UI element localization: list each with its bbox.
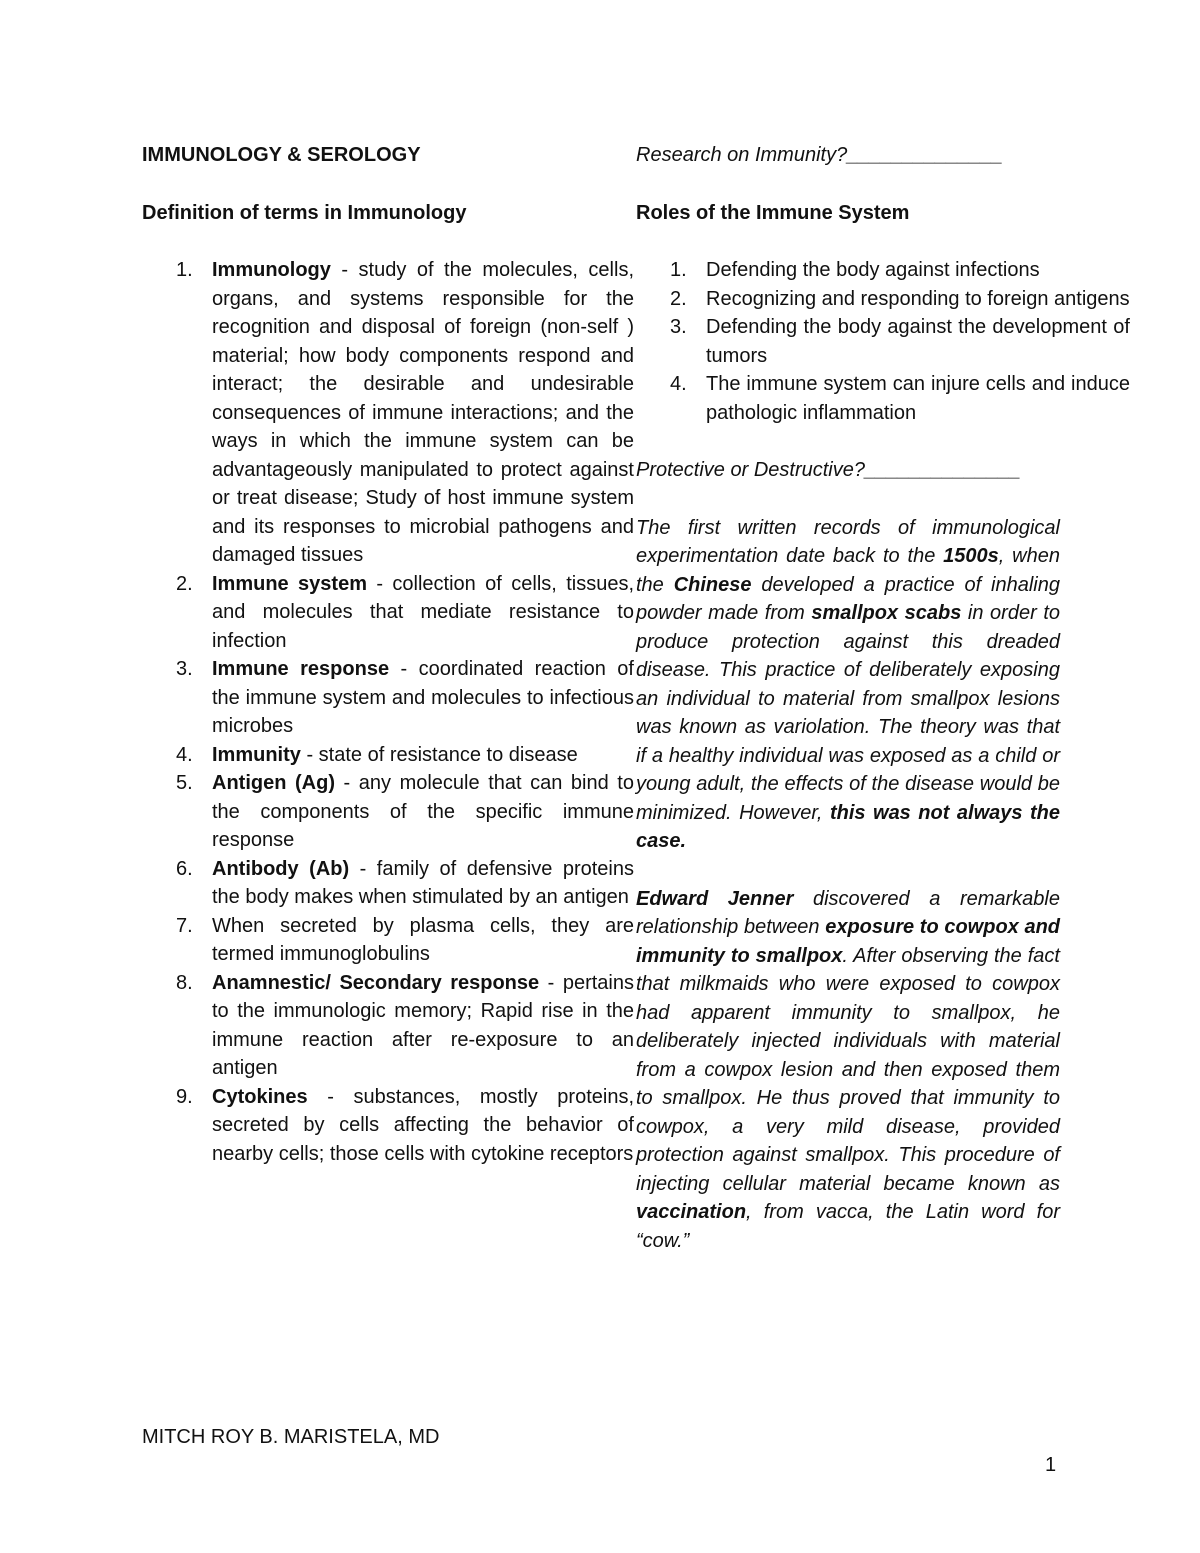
list-item xyxy=(142,769,634,855)
emphasis: 1500s xyxy=(943,545,999,567)
list-item xyxy=(142,741,634,770)
jenner-paragraph xyxy=(636,885,1060,1256)
item-number: 1. xyxy=(670,259,687,281)
role-text: Defending the body against the development of tumors xyxy=(706,316,1130,367)
list-item xyxy=(142,655,634,741)
term: Antigen (Ag) xyxy=(212,772,335,794)
research-question: Research on Immunity?______________ xyxy=(636,144,1003,166)
page-number: 1 xyxy=(1045,1454,1057,1476)
text-run: , from vacca, the Latin word for “cow.” xyxy=(636,1201,1060,1252)
term: Immune response xyxy=(212,658,390,680)
item-number: 7. xyxy=(176,914,193,937)
definition: - pertains to the immunologic memory; Rapid rise in the immune reaction after re-exposure to an antigen xyxy=(212,971,634,1079)
definitions-list xyxy=(176,256,634,1168)
term: Anamnestic/ Secondary response xyxy=(212,971,540,994)
emphasis: exposure to cowpox and immunity to smallpox xyxy=(636,916,1061,967)
term: Immunity xyxy=(212,743,301,766)
list-item xyxy=(636,285,1130,314)
list-item xyxy=(142,256,634,570)
definition: - family of defensive proteins the body makes when stimulated by an antigen xyxy=(212,857,634,908)
list-item xyxy=(636,256,1130,285)
history-paragraph xyxy=(636,514,1060,856)
roles-heading: Roles of the Immune System xyxy=(636,201,910,224)
role-text: Defending the body against infections xyxy=(706,259,1040,281)
document-title: IMMUNOLOGY & SEROLOGY xyxy=(142,144,421,166)
emphasis: Edward Jenner xyxy=(636,887,794,910)
item-number: 4. xyxy=(670,373,687,395)
definition: - any molecule that can bind to the components of the specific immune response xyxy=(212,772,634,851)
definition: - state of resistance to disease xyxy=(300,743,578,766)
roles-list xyxy=(670,256,1130,427)
list-item xyxy=(636,313,1130,370)
protective-question: Protective or Destructive?______________ xyxy=(636,459,1021,481)
item-number: 1. xyxy=(176,259,193,281)
definitions-heading: Definition of terms in Immunology xyxy=(142,201,467,224)
item-number: 8. xyxy=(176,971,193,994)
text-run: developed a practice of inhaling powder made from xyxy=(636,573,1060,624)
item-number: 2. xyxy=(670,287,687,310)
item-number: 9. xyxy=(176,1085,193,1108)
text-run: , when the xyxy=(636,545,1060,596)
term: Antibody (Ab) xyxy=(212,857,350,880)
footer-author: MITCH ROY B. MARISTELA, MD xyxy=(142,1426,440,1448)
text-run: in order to produce protection against this dreaded disease. This practice of deliberately exposing an individual to material from smallpox lesions was known as variolation. The theory was that if a healthy individual was exposed as a child or young adult, the effects of the disease would be minimized. However, xyxy=(636,602,1061,824)
list-item xyxy=(142,969,634,1083)
item-number: 3. xyxy=(670,316,687,338)
definition: - coordinated reaction of the immune system and molecules to infectious microbes xyxy=(212,658,634,737)
list-item xyxy=(142,912,634,969)
item-number: 6. xyxy=(176,857,193,880)
role-text: The immune system can injure cells and induce pathologic inflammation xyxy=(706,373,1130,424)
list-item xyxy=(636,370,1130,427)
emphasis: this was not always the case. xyxy=(636,801,1060,852)
emphasis: vaccination xyxy=(636,1201,747,1223)
term: Cytokines xyxy=(212,1085,308,1108)
text-run: The first written records of immunological experimentation date back to the xyxy=(636,516,1060,567)
emphasis: smallpox scabs xyxy=(811,602,962,624)
right-column xyxy=(636,141,1130,1255)
emphasis: Chinese xyxy=(673,573,752,596)
item-number: 5. xyxy=(176,772,193,794)
list-item xyxy=(142,1083,634,1169)
item-number: 4. xyxy=(176,743,193,766)
item-number: 2. xyxy=(176,572,193,595)
list-item xyxy=(142,570,634,656)
definition: When secreted by plasma cells, they are termed immunoglobulins xyxy=(212,914,634,965)
item-number: 3. xyxy=(176,658,193,680)
term: Immune system xyxy=(212,572,367,595)
text-run: discovered a remarkable relationship between xyxy=(636,887,1060,938)
definition: - study of the molecules, cells, organs, and systems responsible for the recognition and disposal of foreign (non-self ) material; how body components respond and interact; the desirable and undesirable consequences of immune interactions; and the ways in which the immune system can be advantageously manipulated to protect against or treat disease; Study of host immune system and its responses to microbial pathogens and damaged tissues xyxy=(212,259,634,566)
left-column xyxy=(142,141,634,1168)
term: Immunology xyxy=(212,259,331,281)
definition: - collection of cells, tissues, and molecules that mediate resistance to infection xyxy=(212,572,634,652)
role-text: Recognizing and responding to foreign antigens xyxy=(706,287,1130,310)
text-run: . After observing the fact that milkmaids who were exposed to cowpox had apparent immunity to smallpox, he deliberately injected individuals with material from a cowpox lesion and then exposed them to smallpox. He thus proved that immunity to cowpox, a very mild disease, provided protection against smallpox. This procedure of injecting cellular material became known as xyxy=(636,944,1060,1195)
list-item xyxy=(142,855,634,912)
definition: - substances, mostly proteins, secreted by cells affecting the behavior of nearby cells; those cells with cytokine receptors xyxy=(212,1085,634,1165)
